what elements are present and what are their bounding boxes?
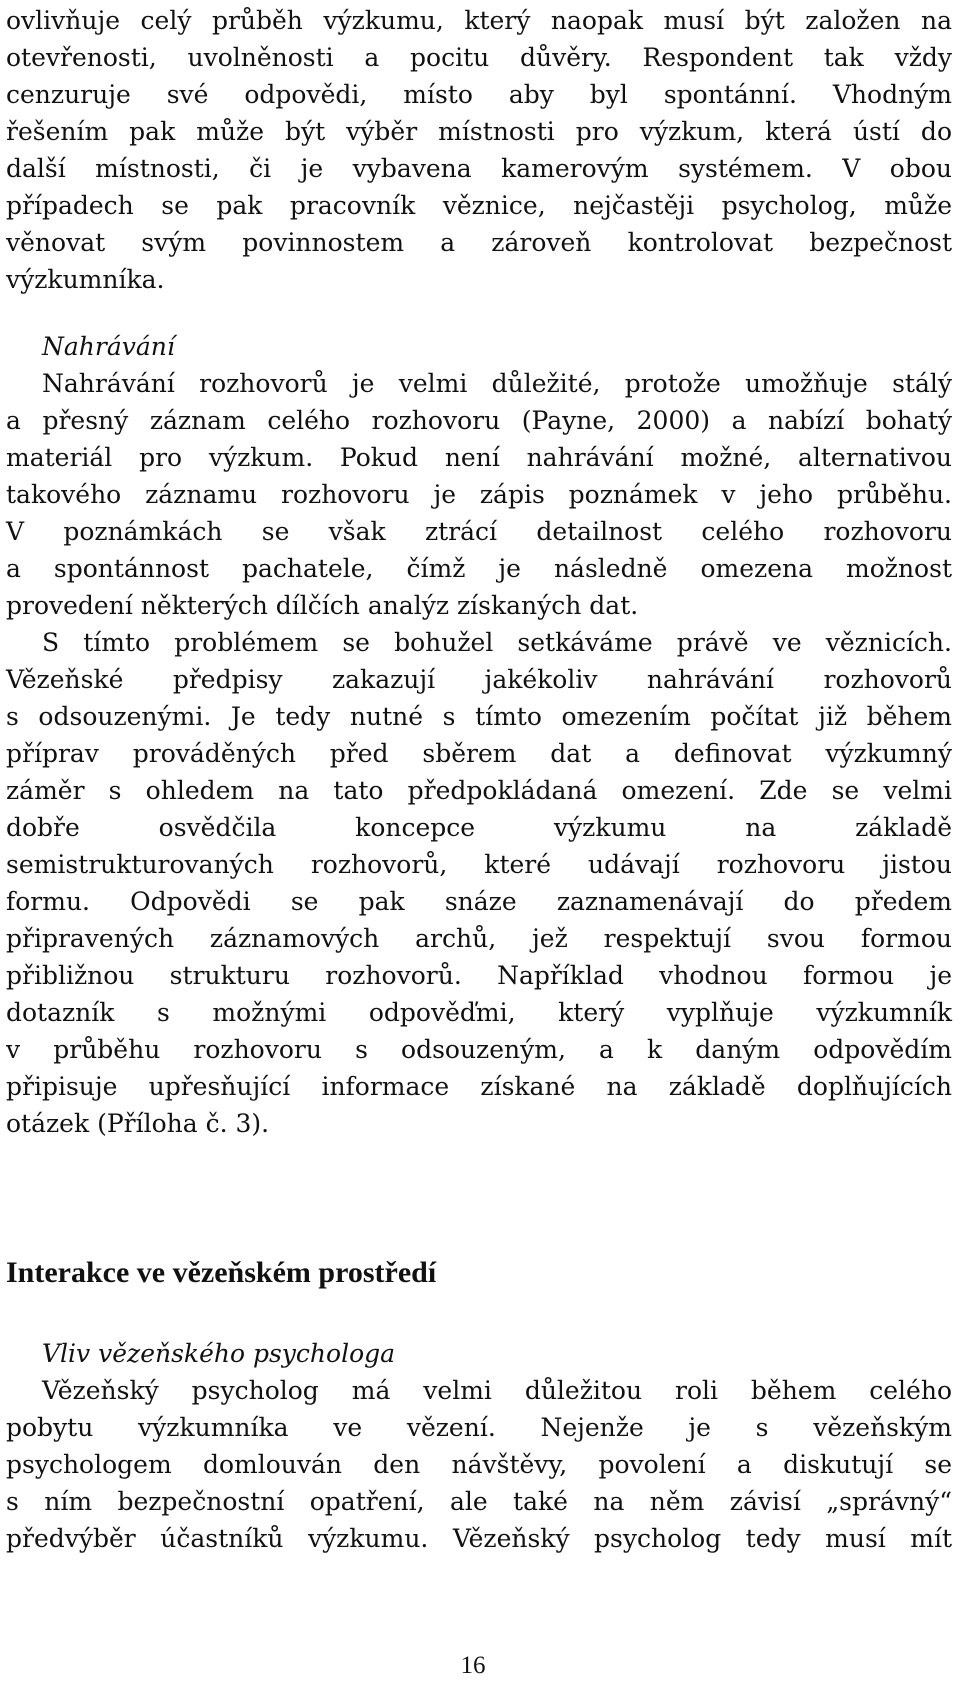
text-line: provedení některých dílčích analýz získaných dat. — [6, 591, 639, 620]
text-line: materiál pro výzkum. Pokud není nahrávání možné, alternativou — [6, 443, 952, 472]
text-line: s odsouzenými. Je tedy nutné s tímto omezením počítat již během — [6, 702, 952, 731]
text-line: dotazník s možnými odpověďmi, který vyplňuje výzkumník — [6, 998, 952, 1027]
text-line: záměr s ohledem na tato předpokládaná omezení. Zde se velmi — [6, 776, 952, 805]
text-line: semistrukturovaných rozhovorů, které udávají rozhovoru jistou — [6, 850, 952, 879]
text-line: Vězeňský psycholog má velmi důležitou roli během celého — [42, 1376, 952, 1405]
section-recording — [6, 328, 952, 1142]
text-line: a spontánnost pachatele, čímž je následně omezena možnost — [6, 554, 952, 583]
text-line: připravených záznamových archů, jež respektují svou formou — [6, 924, 952, 953]
text-line: Vězeňské předpisy zakazují jakékoliv nahrávání rozhovorů — [6, 665, 952, 694]
paragraph-intro — [6, 2, 952, 298]
text-line: s ním bezpečnostní opatření, ale také na něm závisí „správný“ — [6, 1487, 952, 1516]
text-line: příprav prováděných před sběrem dat a definovat výzkumný — [6, 739, 952, 768]
text-line: cenzuruje své odpovědi, místo aby byl spontánní. Vhodným — [6, 80, 952, 109]
document-page — [6, 2, 952, 1557]
text-line: ovlivňuje celý průběh výzkumu, který naopak musí být založen na — [6, 6, 952, 35]
text-line: formu. Odpovědi se pak snáze zaznamenávají do předem — [6, 887, 952, 916]
text-line: takového záznamu rozhovoru je zápis poznámek v jeho průběhu. — [6, 480, 952, 509]
text-line: věnovat svým povinnostem a zároveň kontrolovat bezpečnost — [6, 228, 952, 257]
text-line: další místnosti, či je vybavena kamerovým systémem. V obou — [6, 154, 952, 183]
subheading-psychologist: Vliv vězeňského psychologa — [42, 1339, 396, 1368]
text-line: otevřenosti, uvolněnosti a pocitu důvěry. Respondent tak vždy — [6, 43, 952, 72]
text-line: pobytu výzkumníka ve vězení. Nejenže je s vězeňským — [6, 1413, 952, 1442]
text-line: S tímto problémem se bohužel setkáváme právě ve věznicích. — [42, 628, 952, 657]
text-line: Nahrávání rozhovorů je velmi důležité, protože umožňuje stálý — [42, 369, 952, 398]
text-line: v průběhu rozhovoru s odsouzeným, a k daným odpovědím — [6, 1035, 952, 1064]
section-heading: Interakce ve vězeňském prostředí — [6, 1256, 437, 1289]
section-interaction — [6, 1254, 952, 1557]
text-line: V poznámkách se však ztrácí detailnost celého rozhovoru — [6, 517, 952, 546]
text-line: dobře osvědčila koncepce výzkumu na základě — [6, 813, 952, 842]
text-line: předvýběr účastníků výzkumu. Vězeňský psycholog tedy musí mít — [6, 1524, 952, 1553]
text-line: připisuje upřesňující informace získané na základě doplňujících — [6, 1072, 952, 1101]
text-line: případech se pak pracovník věznice, nejčastěji psycholog, může — [6, 191, 952, 220]
text-line: psychologem domlouván den návštěvy, povolení a diskutují se — [6, 1450, 952, 1479]
page-number: 16 — [460, 1652, 486, 1679]
text-line: otázek (Příloha č. 3). — [6, 1109, 270, 1138]
text-line: výzkumníka. — [6, 265, 165, 294]
text-line: a přesný záznam celého rozhovoru (Payne, 2000) a nabízí bohatý — [6, 406, 952, 435]
text-line: řešením pak může být výběr místnosti pro výzkum, která ústí do — [6, 117, 952, 146]
subheading-recording: Nahrávání — [42, 332, 175, 361]
text-line: přibližnou strukturu rozhovorů. Například vhodnou formou je — [6, 961, 952, 990]
